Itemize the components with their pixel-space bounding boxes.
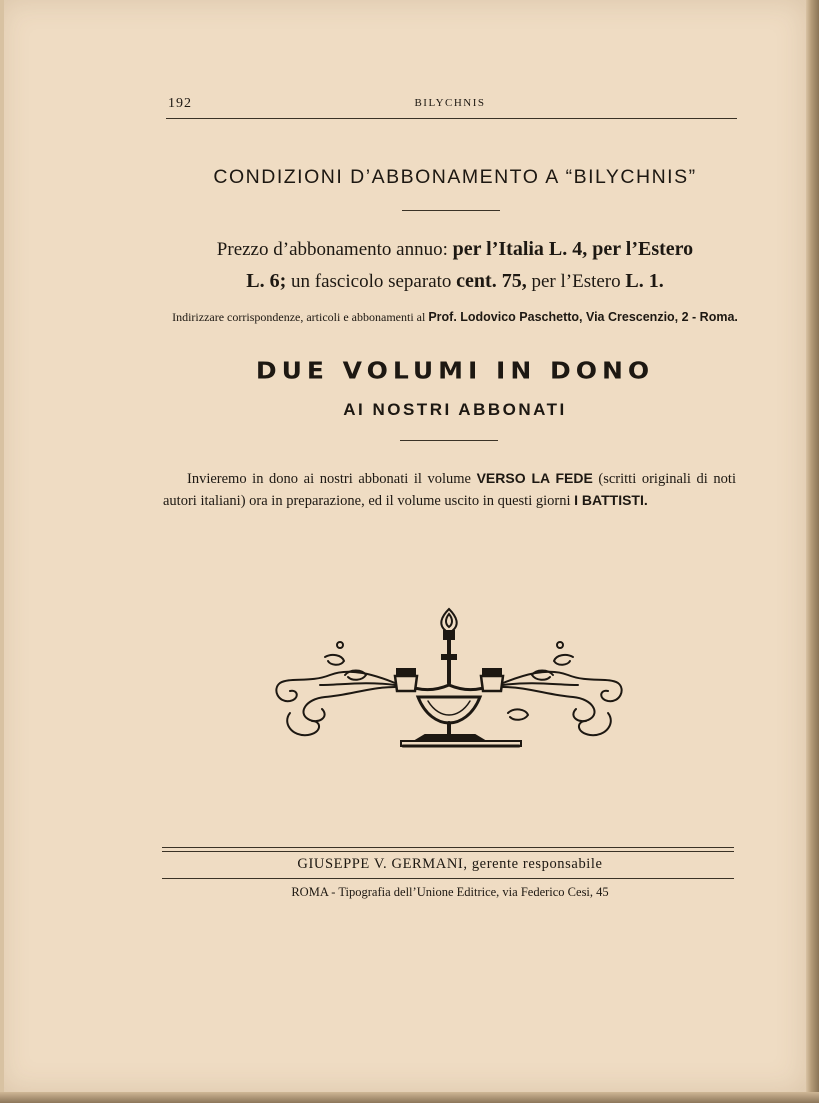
price-intro: Prezzo d’abbonamento annuo bbox=[216, 239, 443, 260]
price-single-abroad-value: L. 1. bbox=[625, 270, 664, 292]
gift-text-1: Invieremo in dono ai nostri abbonati il volume bbox=[187, 471, 477, 487]
page-right-edge bbox=[806, 0, 819, 1103]
page-title: CONDIZIONI D’ABBONAMENTO A “BILYCHNIS” bbox=[213, 166, 697, 188]
price-line-1 bbox=[160, 238, 750, 261]
footer-double-rule-bottom bbox=[162, 851, 734, 852]
price-line-2 bbox=[160, 270, 750, 293]
gift-headline: DUE VOLUMI IN DONO bbox=[255, 357, 655, 384]
address-intro: Indirizzare corrispondenze, articoli e abbonamenti al bbox=[172, 310, 429, 324]
footer-mid-rule bbox=[162, 878, 734, 879]
gift-paragraph bbox=[163, 468, 736, 512]
running-title: BILYCHNIS bbox=[414, 97, 486, 109]
gift-text-2: (scritti originali di noti autori italiani) ora in preparazione, ed il volume uscito in questi giorni bbox=[163, 471, 736, 509]
printer-line: ROMA - Tipografia dell’Unione Editrice, via Federico Cesi, 45 bbox=[291, 885, 609, 899]
price-single-abroad-label: per l’Estero bbox=[526, 271, 626, 292]
price-italy-abroad: per l’Italia L. 4, per l’Estero bbox=[452, 238, 694, 260]
oil-lamp-ornament-icon bbox=[270, 605, 630, 755]
gift-subheadline: AI NOSTRI ABBONATI bbox=[343, 400, 567, 419]
page-number: 192 bbox=[168, 96, 192, 111]
header-rule bbox=[166, 118, 737, 119]
gift-divider bbox=[400, 440, 498, 441]
price-abroad-value: L. 6; bbox=[246, 270, 287, 292]
address-line bbox=[160, 310, 750, 325]
page-left-edge bbox=[0, 0, 4, 1092]
title-divider bbox=[402, 210, 500, 211]
price-colon: : bbox=[442, 239, 453, 260]
price-single-issue-value: cent. 75, bbox=[456, 270, 527, 292]
gift-volume-1: VERSO LA FEDE bbox=[476, 470, 593, 486]
gift-volume-2: I BATTISTI. bbox=[574, 492, 648, 508]
address-name: Prof. Lodovico Paschetto, Via Crescenzio, 2 - Roma. bbox=[428, 310, 738, 324]
manager-line: GIUSEPPE V. GERMANI, gerente responsabile bbox=[297, 856, 603, 872]
footer-double-rule-top bbox=[162, 847, 734, 848]
price-single-issue-label: un fascicolo separato bbox=[286, 271, 457, 292]
page-bottom-edge bbox=[0, 1092, 819, 1103]
